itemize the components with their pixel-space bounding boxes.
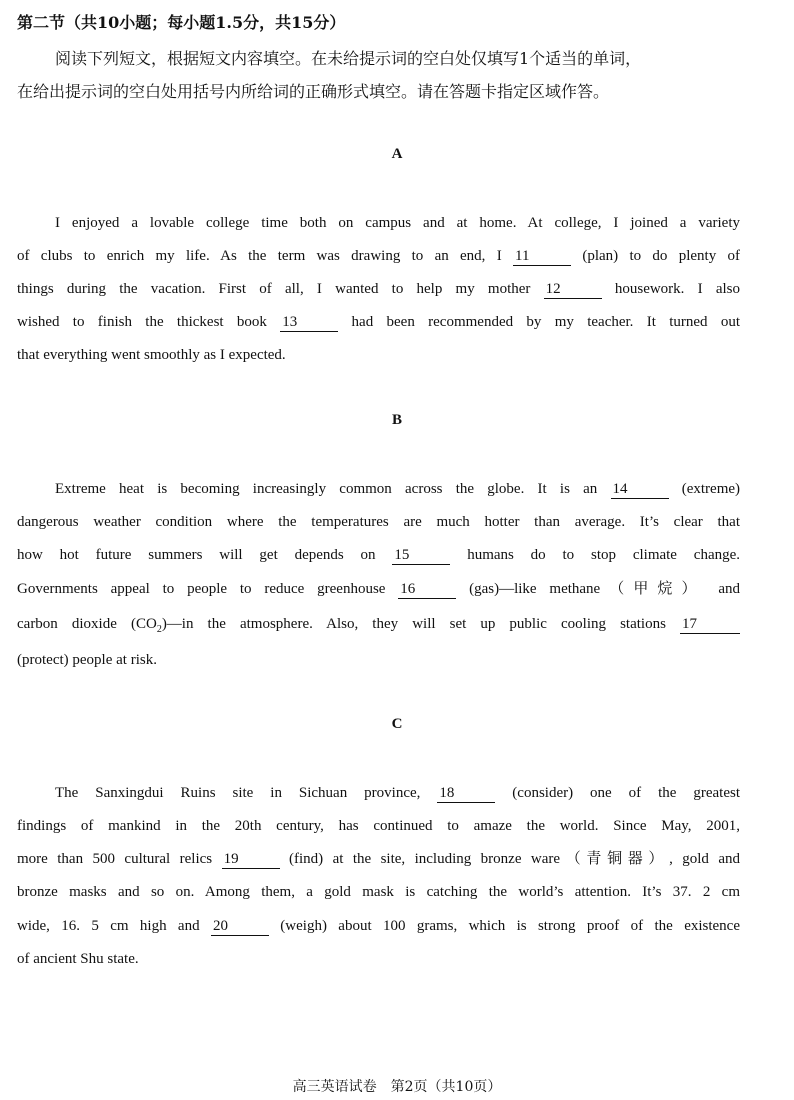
blank-20: 20 xyxy=(211,917,269,936)
passage-b-line: Governments appeal to people to reduce greenhouse 16 (gas)—like methane（甲烷） and xyxy=(17,581,741,597)
passage-b-line: (protect) people at risk. xyxy=(17,652,157,668)
passage-c-line: more than 500 cultural relics 19 (find) at the site, including bronze ware（青铜器）, gold and xyxy=(17,851,741,867)
blank-11: 11 xyxy=(513,247,571,266)
instructions-line-1: 阅读下列短文，根据短文内容填空。在未给提示词的空白处仅填写1个适当的单词， xyxy=(55,49,642,68)
passage-b-line: dangerous weather condition where the temperatures are much hotter than average. It’s clear that xyxy=(17,514,740,530)
blank-15: 15 xyxy=(392,546,450,565)
passage-a-title: A xyxy=(391,146,403,162)
blank-18: 18 xyxy=(437,784,495,803)
passage-c-line: wide, 16. 5 cm high and 20 (weigh) about 100 grams, which is strong proof of the existence xyxy=(17,918,740,934)
blank-12: 12 xyxy=(544,280,602,299)
passage-b-line: how hot future summers will get depends on 15 humans do to stop climate change. xyxy=(17,547,741,563)
passage-b-title: B xyxy=(391,412,402,428)
blank-19: 19 xyxy=(222,850,280,869)
passage-a-line: of clubs to enrich my life. As the term was drawing to an end, I 11 (plan) to do plenty of xyxy=(17,248,740,264)
passage-a-line: things during the vacation. First of all, I wanted to help my mother 12 housework. I also xyxy=(17,281,741,297)
passage-a-line: I enjoyed a lovable college time both on campus and at home. At college, I joined a variety xyxy=(55,215,740,231)
section-header: 第二节（共10小题；每小题1.5分，共15分） xyxy=(17,13,346,32)
passage-c-line: of ancient Shu state. xyxy=(17,951,139,967)
passage-b-line: Extreme heat is becoming increasingly common across the globe. It is an 14 (extreme) xyxy=(55,481,741,497)
passage-b-line: carbon dioxide $(CO_2)—in$ the atmosphere. Also, they will set up public cooling stations 17 xyxy=(17,612,740,636)
blank-13: 13 xyxy=(280,313,338,332)
blank-14: 14 xyxy=(611,480,669,499)
blank-17: 17 xyxy=(680,615,740,634)
passage-a-line: wished to finish the thickest book 13 had been recommended by my teacher. It turned out xyxy=(17,314,741,330)
page-footer: 高三英语试卷 第2页（共10页） xyxy=(292,1079,502,1095)
passage-c-line: The Sanxingdui Ruins site in Sichuan province, 18 (consider) one of the greatest xyxy=(55,785,741,801)
passage-c-line: findings of mankind in the 20th century, has continued to amaze the world. Since May, 2001, xyxy=(17,818,740,834)
passage-c-title: C xyxy=(391,716,403,732)
instructions-line-2: 在给出提示词的空白处用括号内所给词的正确形式填空。请在答题卡指定区域作答。 xyxy=(17,82,610,101)
passage-c-line: bronze masks and so on. Among them, a gold mask is catching the world’s attention. It’s 37. 2 cm xyxy=(17,884,740,900)
passage-a-line: that everything went smoothly as I expected. xyxy=(17,347,286,363)
blank-16: 16 xyxy=(398,580,456,599)
